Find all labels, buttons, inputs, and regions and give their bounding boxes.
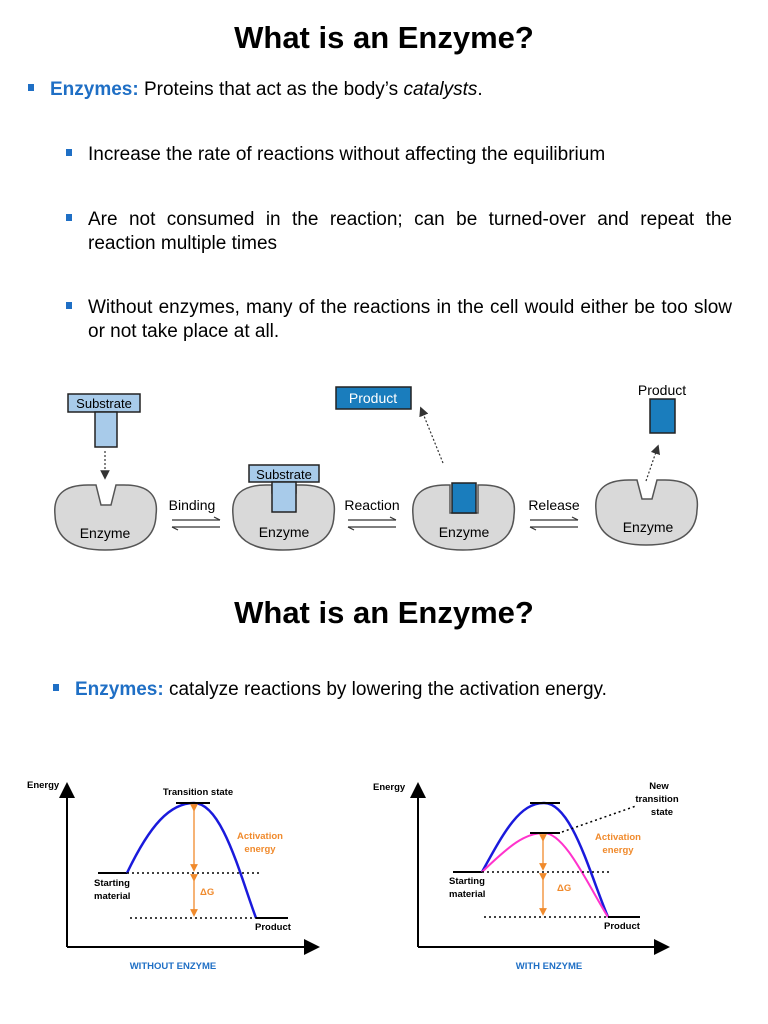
definition-end: . [477, 79, 483, 100]
stage-1-substrate-free [55, 394, 157, 550]
sub-bullet-text: Without enzymes, many of the reactions in the cell would either be too slow or not take place at all. [88, 297, 732, 342]
bound-substrate-label: Substrate [256, 467, 312, 482]
stage-4-product-released [596, 382, 698, 545]
release-label: Release [528, 497, 580, 513]
enzymes-catalyze-bullet [53, 678, 753, 702]
stage-2-substrate-bound [233, 465, 335, 550]
product-label: Product [348, 390, 398, 406]
bullet-marker [66, 214, 72, 221]
with-enzyme-caption: WITH ENZYME [515, 961, 583, 972]
sub-bullet-text: Increase the rate of reactions without affecting the equilibrium [88, 144, 606, 165]
delta-g-label: ΔG [200, 887, 215, 898]
delta-g-label: ΔG [557, 883, 572, 894]
bullet-marker [28, 84, 34, 91]
transition-state-label: Transition state [162, 787, 234, 798]
new-transition-line2: transition [635, 794, 679, 805]
energy-axis-label: Energy [27, 780, 60, 791]
slide2-title: What is an Enzyme? [234, 595, 534, 630]
bullet-marker [53, 684, 59, 691]
energy-diagram-with-enzyme [350, 775, 690, 985]
reaction-label: Reaction [344, 497, 400, 513]
definition-text: Proteins that act as the body’s [143, 79, 399, 100]
energy-diagram-without-enzyme [0, 775, 340, 985]
activation-label-line2: energy [602, 845, 634, 856]
enzymes-definition-bullet [28, 78, 748, 102]
enzyme-mechanism-diagram [0, 375, 768, 575]
product-label: Product [604, 921, 640, 932]
sub-bullet-rate [66, 143, 732, 167]
binding-arrows [169, 497, 220, 530]
release-arrows [528, 497, 580, 530]
starting-material-line1: Starting [449, 876, 485, 887]
starting-material-line2: material [94, 891, 131, 902]
without-enzyme-caption: WITHOUT ENZYME [129, 961, 217, 972]
released-product-label: Product [637, 382, 687, 398]
activation-label-line1: Activation [237, 831, 283, 842]
catalysts-word: catalysts [403, 79, 478, 100]
reaction-arrows [344, 497, 399, 530]
new-transition-line3: state [650, 807, 674, 818]
activation-label-line1: Activation [595, 832, 641, 843]
catalyze-text: catalyze reactions by lowering the activation energy. [168, 679, 607, 700]
sub-bullet-not-consumed [66, 208, 732, 256]
bullet-marker [66, 302, 72, 309]
substrate-label: Substrate [76, 396, 132, 411]
enzymes-keyword: Enzymes: [50, 79, 139, 100]
enzymes-keyword: Enzymes: [75, 679, 164, 700]
energy-axis-label: Energy [373, 782, 406, 793]
bullet-marker [66, 149, 72, 156]
sub-bullet-text: Are not consumed in the reaction; can be turned-over and repeat the reaction multiple times [88, 209, 732, 254]
enzyme-label: Enzyme [258, 524, 310, 540]
starting-material-line1: Starting [94, 878, 130, 889]
enzyme-label: Enzyme [622, 519, 674, 535]
slide1-title: What is an Enzyme? [234, 20, 534, 55]
enzyme-label: Enzyme [438, 524, 490, 540]
starting-material-line2: material [449, 889, 486, 900]
product-label: Product [255, 922, 291, 933]
stage-3-product-bound [336, 387, 514, 550]
new-transition-line1: New [649, 781, 669, 792]
binding-label: Binding [168, 497, 216, 513]
activation-label-line2: energy [244, 844, 276, 855]
sub-bullet-without-enzymes [66, 296, 732, 344]
enzyme-label: Enzyme [79, 525, 131, 541]
